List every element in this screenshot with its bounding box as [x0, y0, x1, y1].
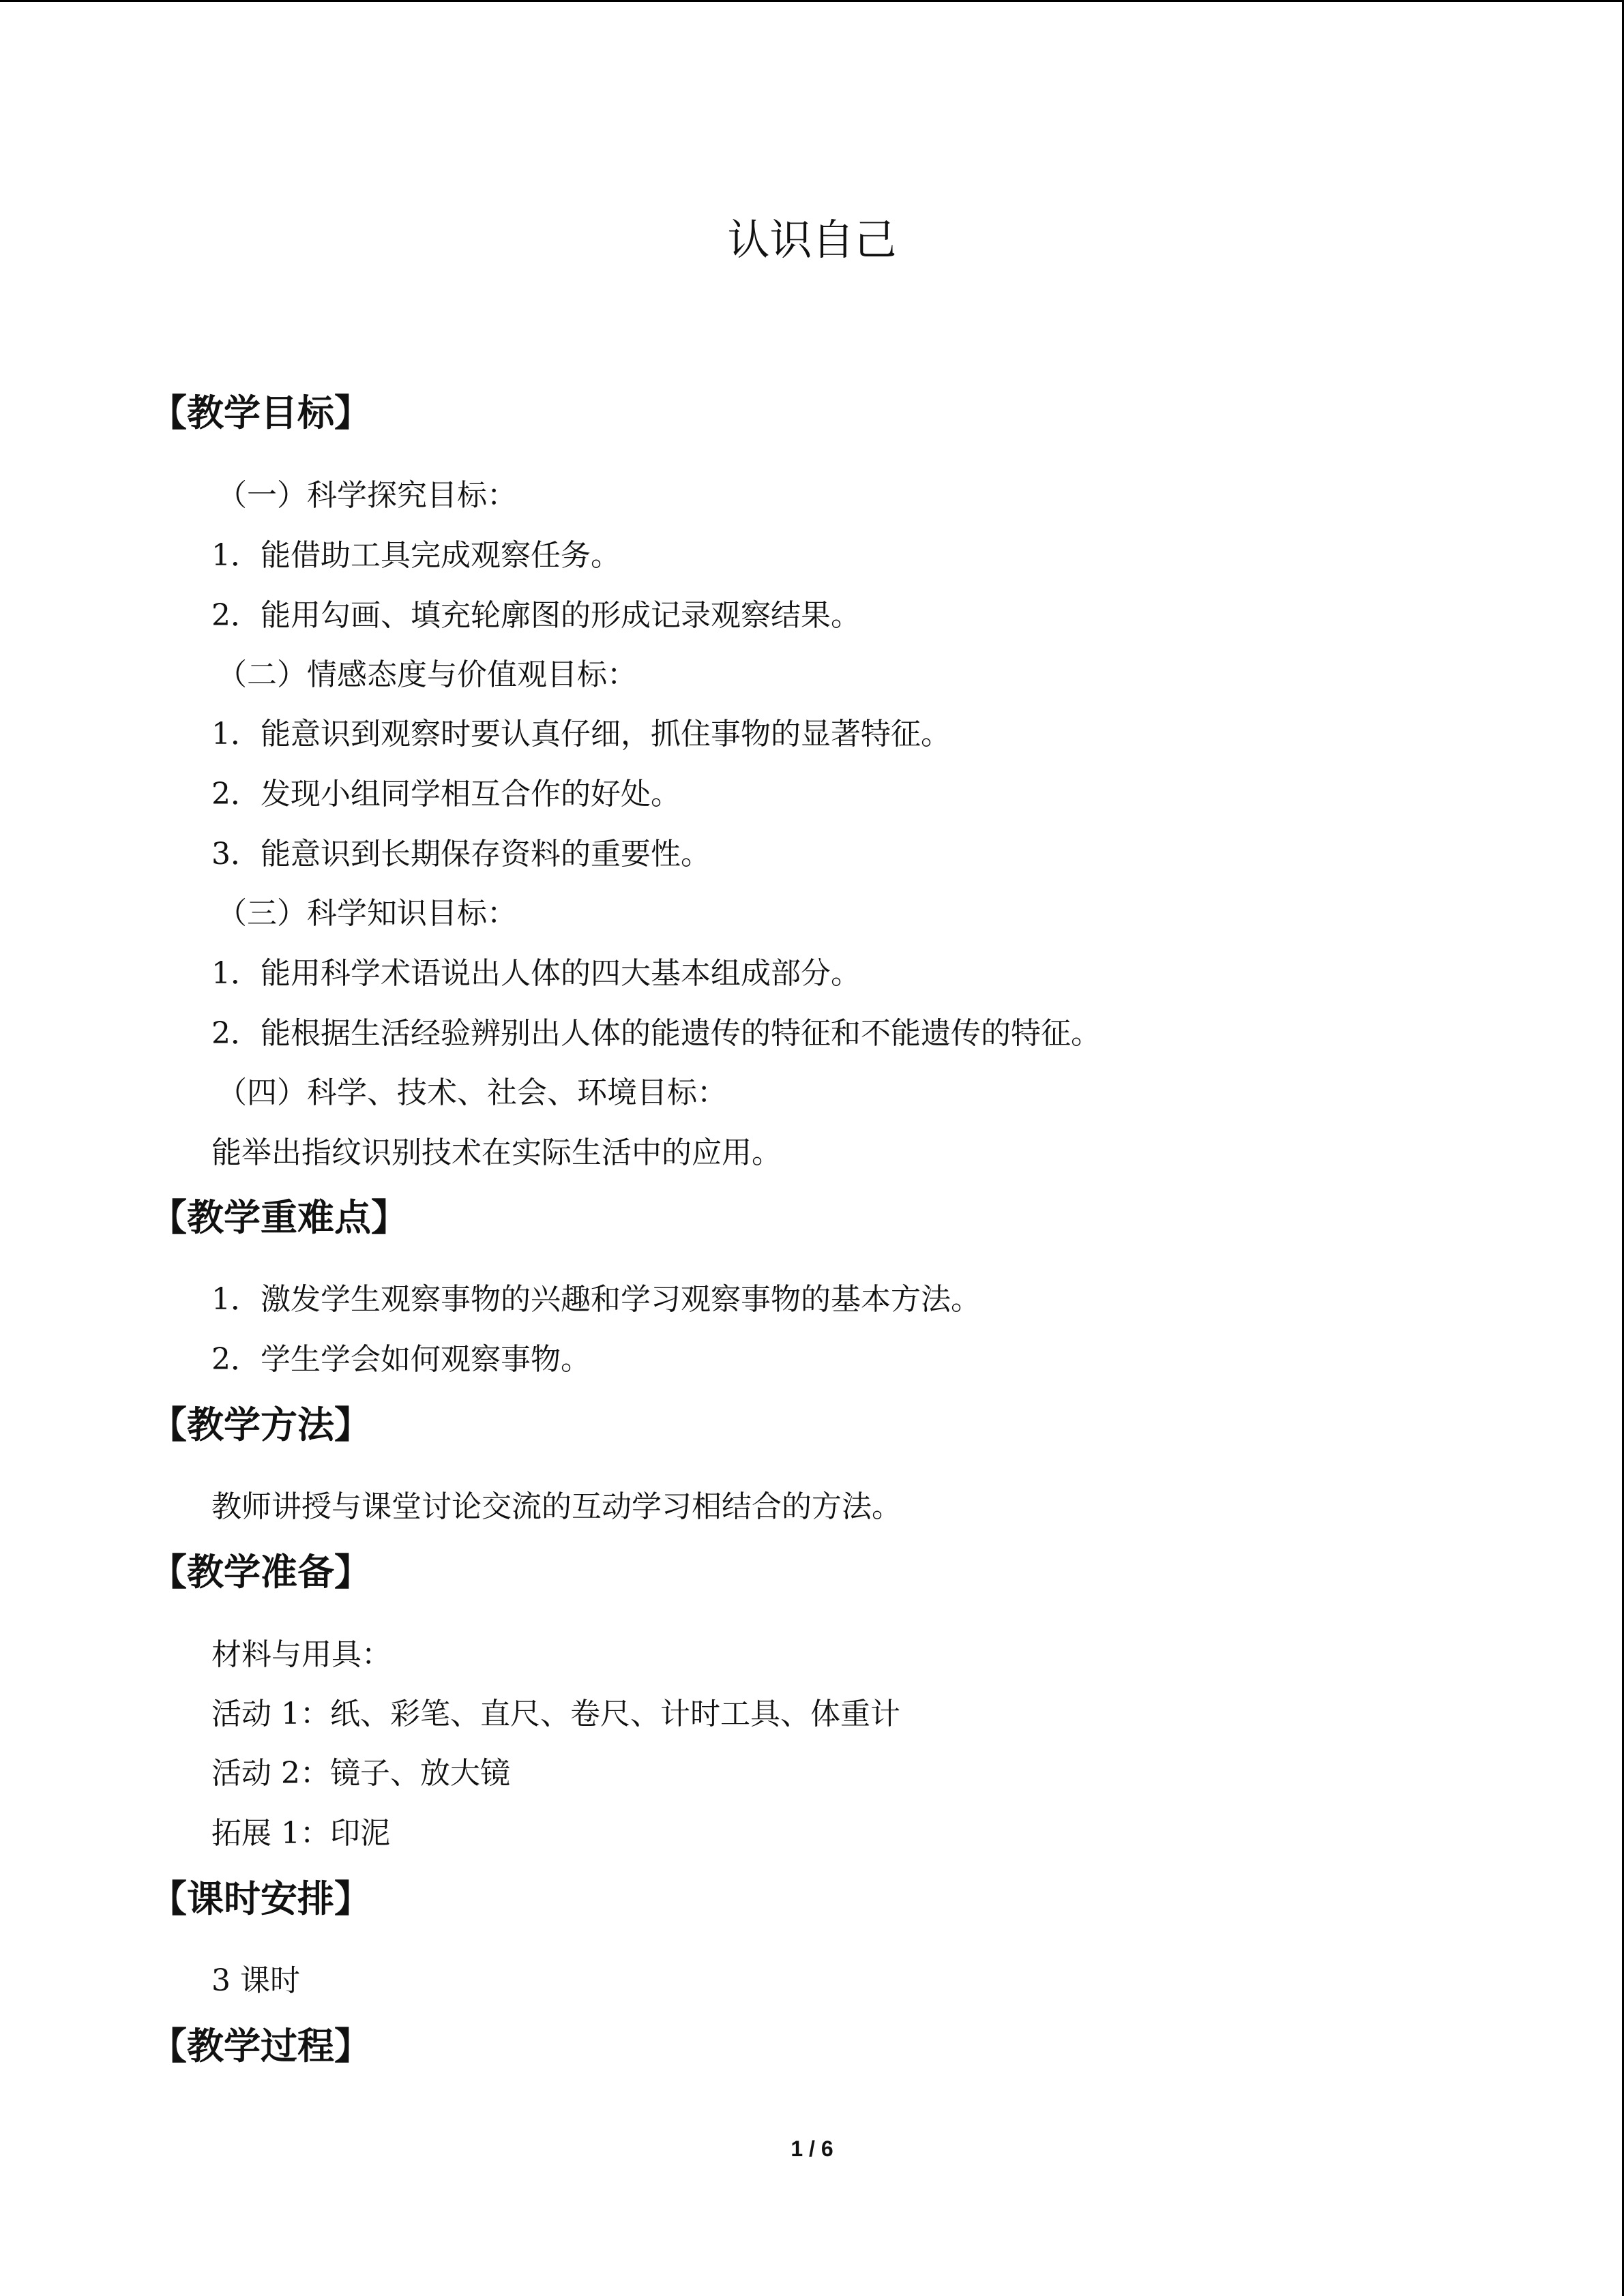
method-line: 教师讲授与课堂讨论交流的互动学习相结合的方法。 — [211, 1489, 902, 1524]
preparation-line: 材料与用具： — [211, 1637, 392, 1672]
preparation-line: 活动 2：镜子、放大镜 — [211, 1756, 510, 1791]
page-border-top — [0, 0, 1624, 2]
goal-line: 1．能借助工具完成观察任务。 — [211, 538, 621, 573]
section-heading-goals: 【教学目标】 — [150, 391, 371, 434]
goal-line: 2．能根据生活经验辨别出人体的能遗传的特征和不能遗传的特征。 — [211, 1016, 1101, 1051]
preparation-line: 拓展 1：印泥 — [211, 1816, 390, 1851]
goal-line: 1．能用科学术语说出人体的四大基本组成部分。 — [211, 956, 861, 991]
goal-line: 2．能用勾画、填充轮廓图的形成记录观察结果。 — [211, 598, 861, 633]
section-heading-schedule: 【课时安排】 — [150, 1877, 371, 1920]
section-heading-key-points: 【教学重难点】 — [150, 1196, 408, 1239]
page-number: 1 / 6 — [791, 2136, 833, 2161]
goal-line: （一）科学探究目标： — [217, 478, 517, 513]
goal-line: （四）科学、技术、社会、环境目标： — [217, 1075, 727, 1110]
section-heading-methods: 【教学方法】 — [150, 1403, 371, 1446]
goal-line: 3．能意识到长期保存资料的重要性。 — [211, 837, 711, 871]
schedule-line: 3 课时 — [211, 1963, 300, 1998]
goal-line: 1．能意识到观察时要认真仔细，抓住事物的显著特征。 — [211, 717, 951, 751]
goal-line: （二）情感态度与价值观目标： — [217, 657, 637, 692]
key-point-line: 1．激发学生观察事物的兴趣和学习观察事物的基本方法。 — [211, 1282, 981, 1317]
section-heading-process: 【教学过程】 — [150, 2025, 371, 2068]
section-heading-preparation: 【教学准备】 — [150, 1551, 371, 1594]
goal-line: 2．发现小组同学相互合作的好处。 — [211, 777, 681, 811]
preparation-line: 活动 1：纸、彩笔、直尺、卷尺、计时工具、体重计 — [211, 1697, 900, 1731]
document-title: 认识自己 — [727, 215, 897, 265]
key-point-line: 2．学生学会如何观察事物。 — [211, 1342, 591, 1377]
goal-line: 能举出指纹识别技术在实际生活中的应用。 — [211, 1135, 782, 1170]
goal-line: （三）科学知识目标： — [217, 896, 517, 931]
